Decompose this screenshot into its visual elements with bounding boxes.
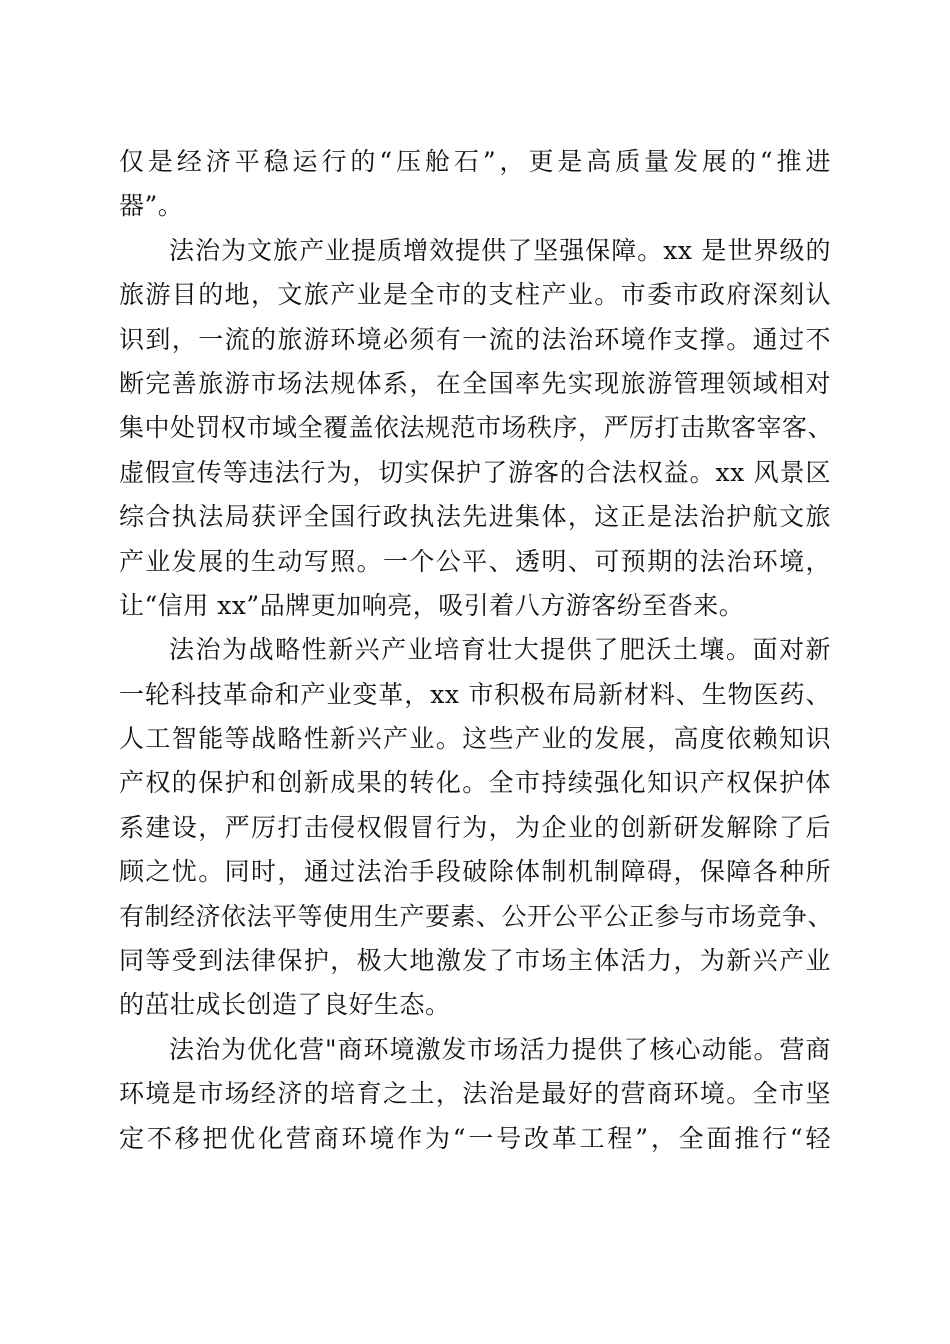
text-line: 环境是市场经济的培育之土，法治是最好的营商环境。全市坚	[119, 1079, 831, 1109]
text-line: 综合执法局获评全国行政执法先进集体，这正是法治护航文旅	[119, 502, 831, 532]
text-line: 让“信用 xx”品牌更加响亮，吸引着八方游客纷至沓来。	[119, 590, 745, 620]
text-line: 识到，一流的旅游环境必须有一流的法治环境作支撑。通过不	[119, 324, 831, 354]
text-line: 法治为优化营"商环境激发市场活力提供了核心动能。营商	[169, 1034, 831, 1064]
text-line: 旅游目的地，文旅产业是全市的支柱产业。市委市政府深刻认	[119, 280, 831, 310]
text-line: 法治为文旅产业提质增效提供了坚强保障。xx 是世界级的	[169, 235, 831, 265]
text-line: 断完善旅游市场法规体系，在全国率先实现旅游管理领域相对	[119, 368, 831, 398]
text-line: 器”。	[119, 191, 184, 221]
text-line: 有制经济依法平等使用生产要素、公开公平公正参与市场竞争、	[119, 901, 834, 931]
text-line: 法治为战略性新兴产业培育壮大提供了肥沃土壤。面对新	[169, 635, 831, 665]
text-line: 人工智能等战略性新兴产业。这些产业的发展，高度依赖知识	[119, 724, 831, 754]
paragraph-4	[119, 1028, 831, 1161]
paragraph-2	[119, 229, 834, 629]
text-line: 定不移把优化营商环境作为“一号改革工程”，全面推行“轻	[119, 1123, 831, 1153]
document-body	[119, 140, 834, 1161]
text-line: 虚假宣传等违法行为，切实保护了游客的合法权益。xx 风景区	[119, 457, 831, 487]
paragraph-3	[119, 628, 834, 1028]
paragraph-1	[119, 140, 831, 229]
text-line: 同等受到法律保护，极大地激发了市场主体活力，为新兴产业	[119, 946, 831, 976]
text-line: 一轮科技革命和产业变革，xx 市积极布局新材料、生物医药、	[119, 679, 831, 709]
text-line: 产权的保护和创新成果的转化。全市持续强化知识产权保护体	[119, 768, 831, 798]
text-line: 顾之忧。同时，通过法治手段破除体制机制障碍，保障各种所	[119, 857, 831, 887]
text-line: 集中处罚权市域全覆盖依法规范市场秩序，严厉打击欺客宰客、	[119, 413, 834, 443]
text-line: 的茁壮成长创造了良好生态。	[119, 990, 451, 1020]
text-line: 产业发展的生动写照。一个公平、透明、可预期的法治环境，	[119, 546, 831, 576]
text-line: 系建设，严厉打击侵权假冒行为，为企业的创新研发解除了后	[119, 812, 831, 842]
text-line: 仅是经济平稳运行的“压舱石”，更是高质量发展的“推进	[119, 147, 831, 176]
